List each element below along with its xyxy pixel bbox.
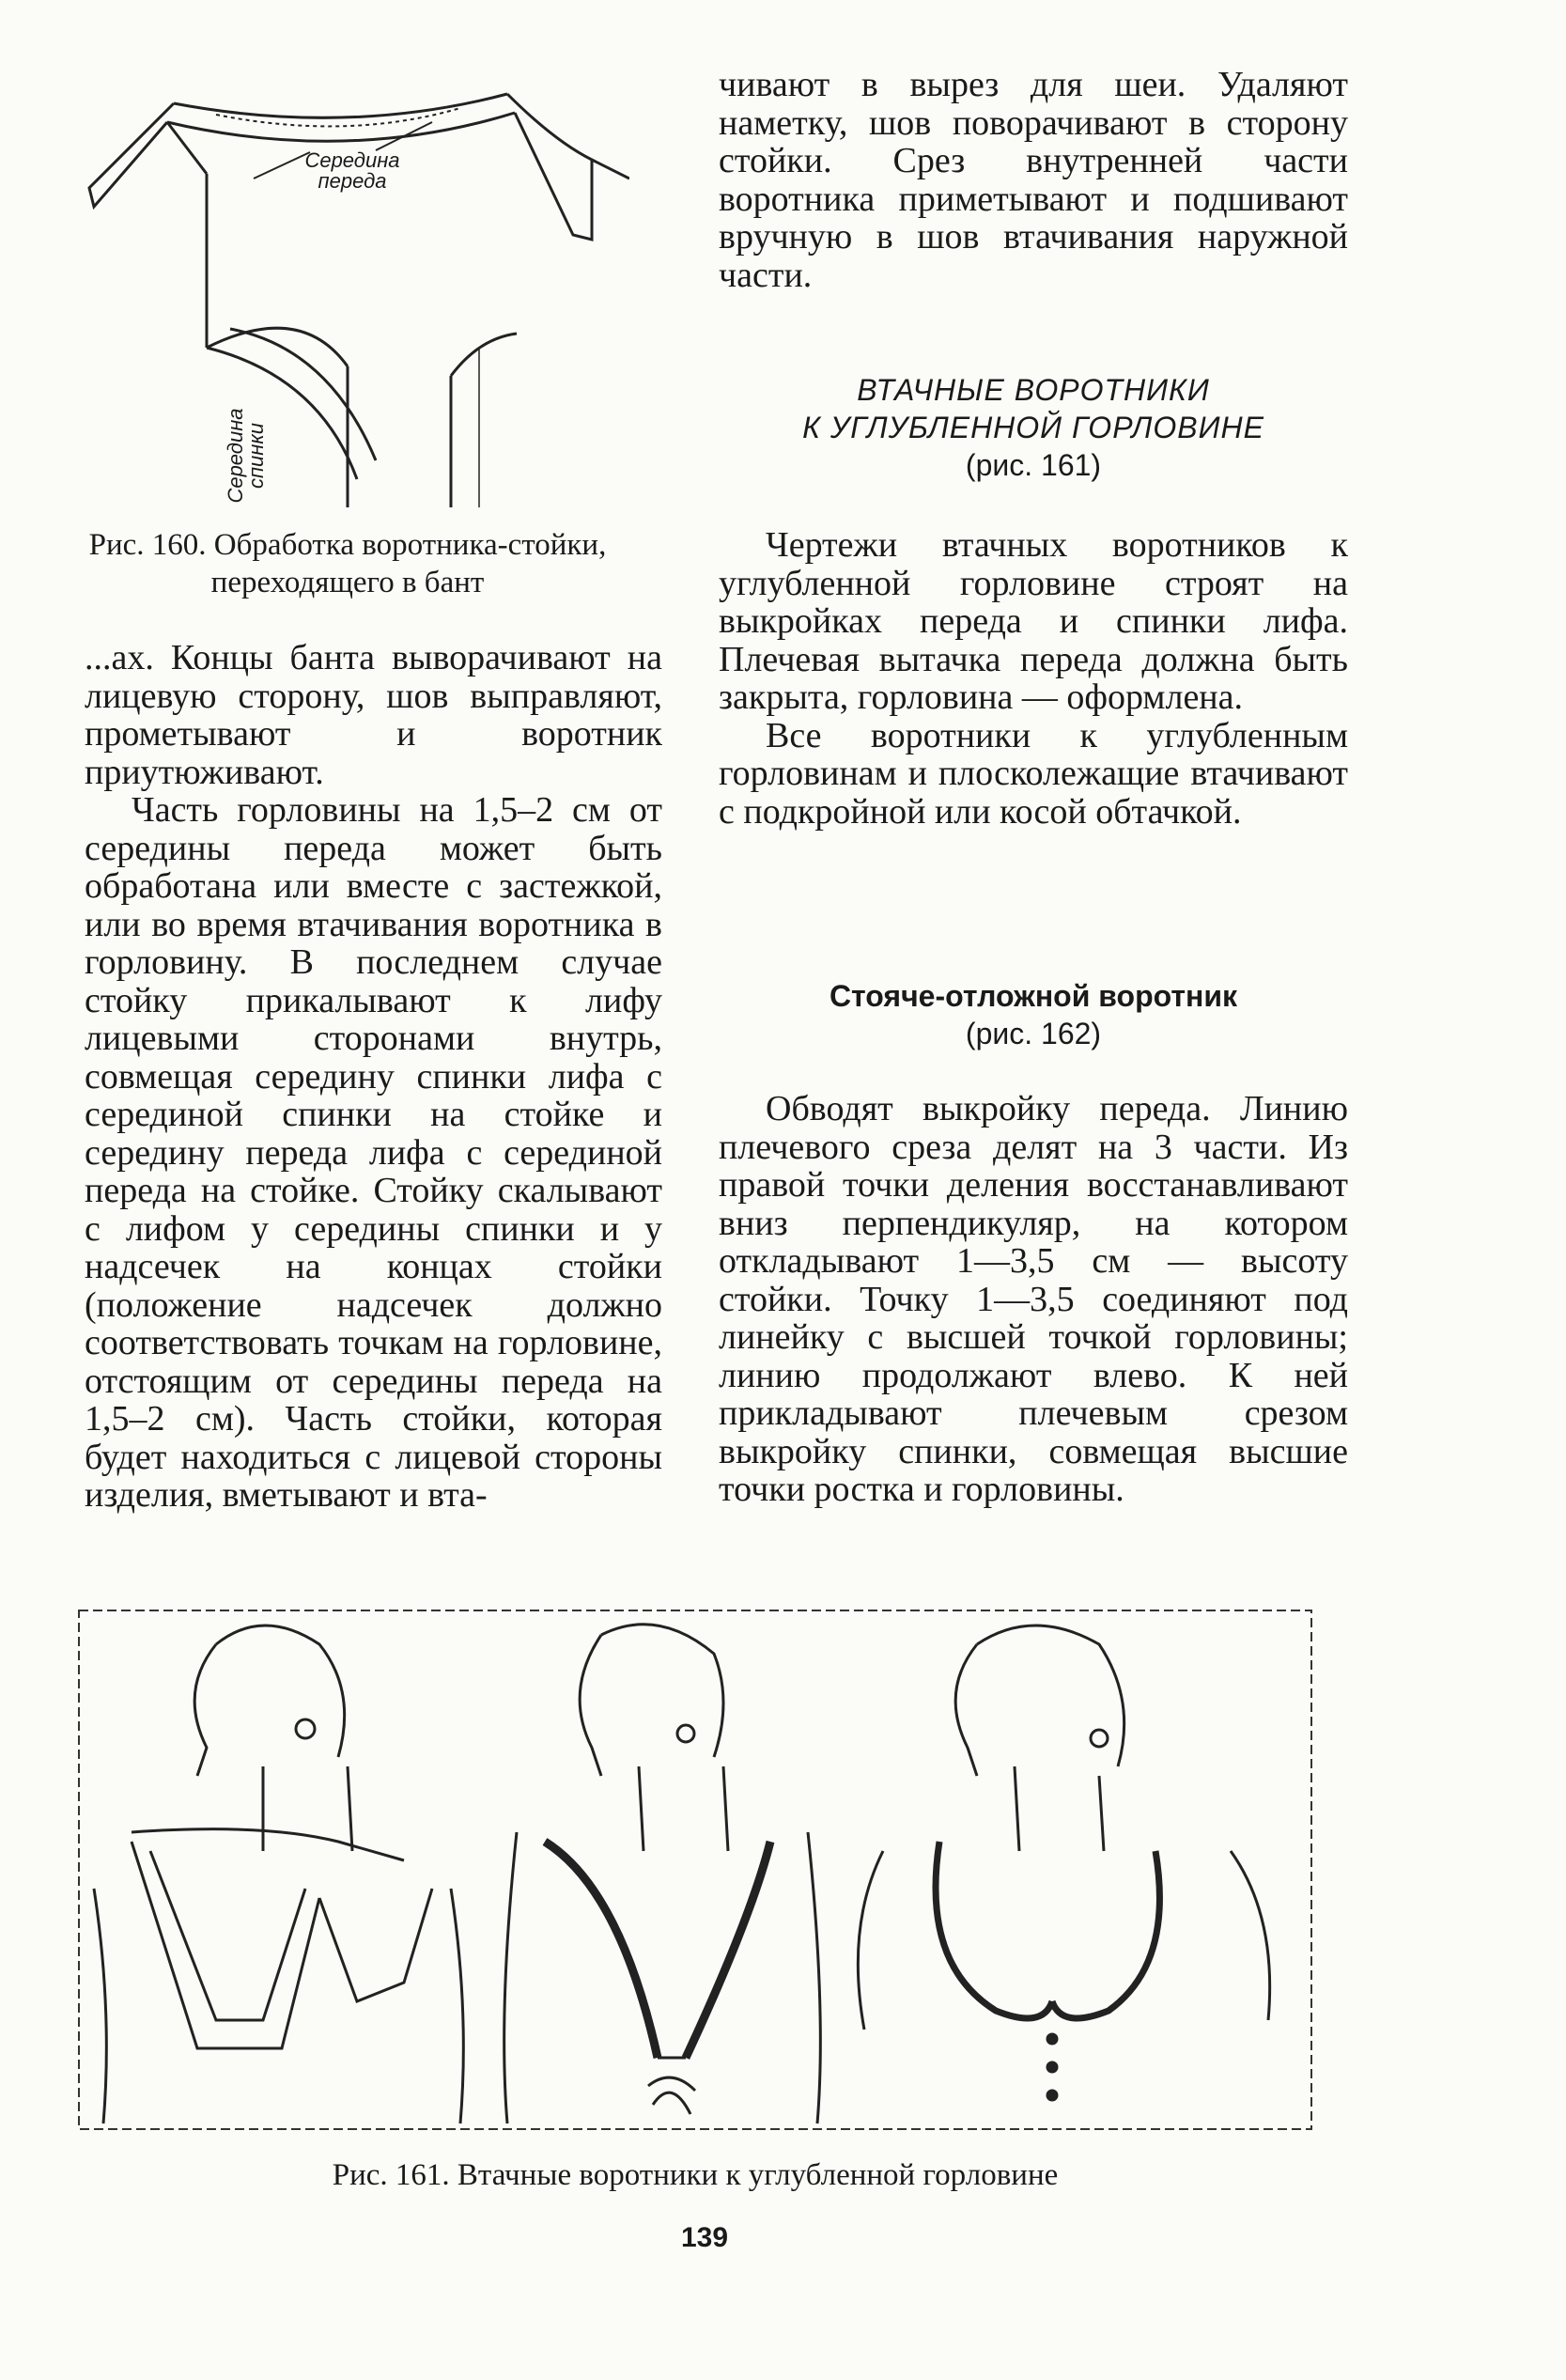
- label-back-center: Середина спинки: [224, 408, 268, 504]
- section-2-figure-ref: (рис. 162): [965, 1017, 1102, 1050]
- section-1-heading: [719, 371, 1348, 484]
- section-1-body: [719, 526, 1348, 831]
- section-2-title: Стояче-отложной воротник: [829, 979, 1238, 1013]
- figure-161-caption: Рис. 161. Втачные воротники к углубленной горловине: [332, 2158, 1059, 2192]
- section-2-body: [719, 1090, 1348, 1509]
- collar-illustrations: [75, 1607, 1315, 2133]
- collar-diagram: [66, 66, 629, 517]
- figure-161: [75, 1607, 1315, 2133]
- section-1-paragraph-2: Все воротники к углубленным горловинам и плосколежащие втачивают с подкройной или косой обтачкой.: [719, 715, 1348, 832]
- section-1-title-line-1: ВТАЧНЫЕ ВОРОТНИКИ: [857, 373, 1210, 407]
- left-column: [85, 639, 662, 1515]
- section-1-title-line-2: К УГЛУБЛЕННОЙ ГОРЛОВИНЕ: [802, 411, 1264, 444]
- right-paragraph-cont: чивают в вырез для шеи. Удаляют наметку, шов поворачивают в сторону стойки. Срез внутренней части воротника приметывают и подшивают вручную в шов втачивания наружной части.: [719, 65, 1348, 295]
- section-2-paragraph-1: Обводят выкройку переда. Линию плечевого среза делят на 3 части. Из правой точки деления восстанавливают вниз перпендикуляр, на котором откладывают 1—3,5 см — высоту стойки. Точку 1—3,5 соединяют под линейку с высшей точкой горловины; линию продолжают влево. К ней прикладывают плечевым срезом выкройку спинки, совмещая высшие точки ростка и горловины.: [719, 1089, 1348, 1509]
- figure-160: [66, 66, 629, 517]
- label-front-center: Середина переда: [304, 148, 400, 193]
- section-1-figure-ref: (рис. 161): [965, 448, 1102, 482]
- page-number: 139: [680, 2222, 729, 2253]
- section-1-paragraph-1: Чертежи втачных воротников к углубленной горловине строят на выкройках переда и спинки лифа. Плечевая вытачка переда должна быть закрыта, горловина — оформлена.: [719, 525, 1348, 717]
- section-2-heading: [719, 977, 1348, 1052]
- figure-160-caption: Рис. 160. Обработка воротника-стойки, переходящего в бант: [88, 528, 607, 599]
- left-paragraph-1: ...ах. Концы банта выворачивают на лицевую сторону, шов выправляют, прометывают и воротник приутюживают.: [85, 638, 662, 792]
- right-column-continuation: [719, 66, 1348, 294]
- left-paragraph-2: Часть горловины на 1,5–2 см от середины переда может быть обработана или вместе с застежкой, или во время втачивания воротника в горловину. В последнем случае стойку прикалывают к лифу лицевыми сторонами внутрь, совмещая середину спинки лифа с серединой спинки на стойке и середину переда лифа с серединой переда на стойке. Стойку скалывают с лифом у середины спинки и у надсечек на концах стойки (положение надсечек должно соответствовать точкам на горловине, отстоящим от середины переда на 1,5–2 см). Часть стойки, которая будет находиться с лицевой стороны изделия, вметывают и вта-: [85, 790, 662, 1515]
